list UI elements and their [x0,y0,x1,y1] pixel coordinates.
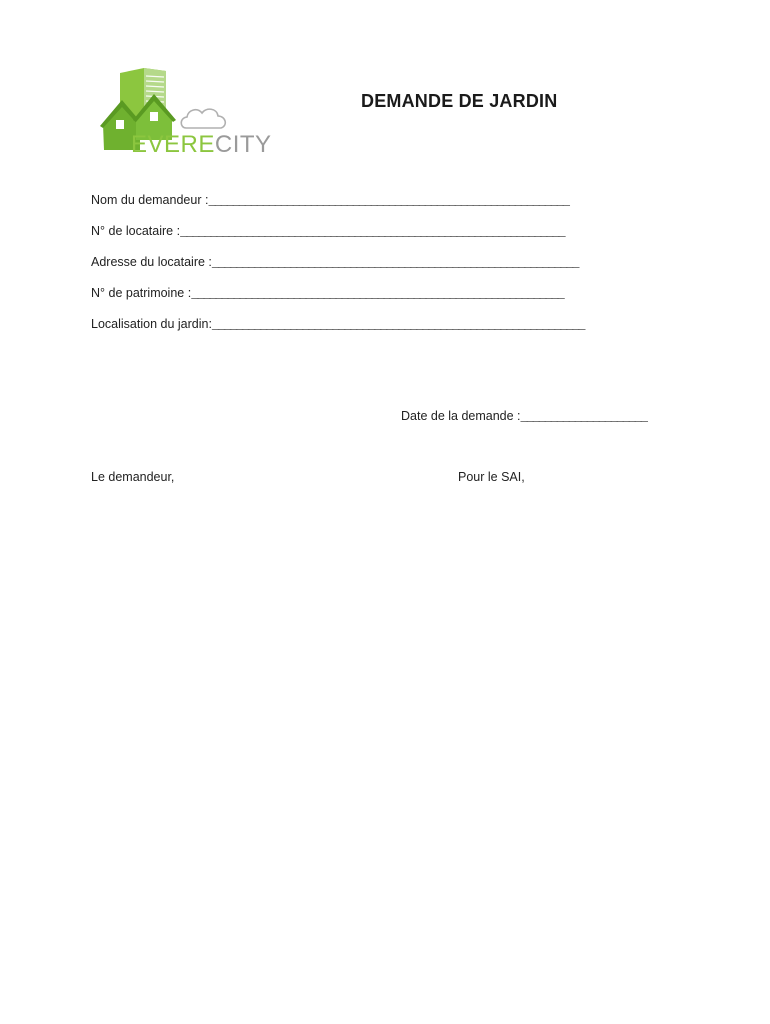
fill-in-line: _____________________ [520,410,647,424]
field-label: Nom du demandeur : [91,193,209,207]
field-adresse-locataire [91,254,578,271]
signature-sai: Pour le SAI, [458,470,525,484]
page-title: DEMANDE DE JARDIN [361,91,558,111]
fill-in-line: ______________________________________________________________ [191,287,564,301]
cloud-icon [181,109,225,128]
signature-demandeur: Le demandeur, [91,470,175,484]
field-label: N° de patrimoine : [91,286,192,300]
logo-wordmark [131,133,272,157]
fill-in-line: _____________________________________________________________ [211,256,578,270]
field-label: Localisation du jardin: [91,317,212,331]
field-label: N° de locataire : [91,224,181,238]
field-numero-locataire [91,223,564,240]
fill-in-line: ____________________________________________________________ [208,194,569,208]
field-label: Adresse du locataire : [91,255,212,269]
fill-in-line: ________________________________________________________________ [180,225,565,239]
field-label: Date de la demande : [401,409,521,423]
fill-in-line: ______________________________________________________________ [211,318,584,332]
logo-wordmark-part2: CITY [214,131,272,158]
field-numero-patrimoine [91,285,563,302]
field-date-demande [401,408,647,425]
field-nom-demandeur [91,192,569,209]
logo-wordmark-part1: EVERE [131,131,215,158]
field-localisation-jardin [91,316,584,333]
